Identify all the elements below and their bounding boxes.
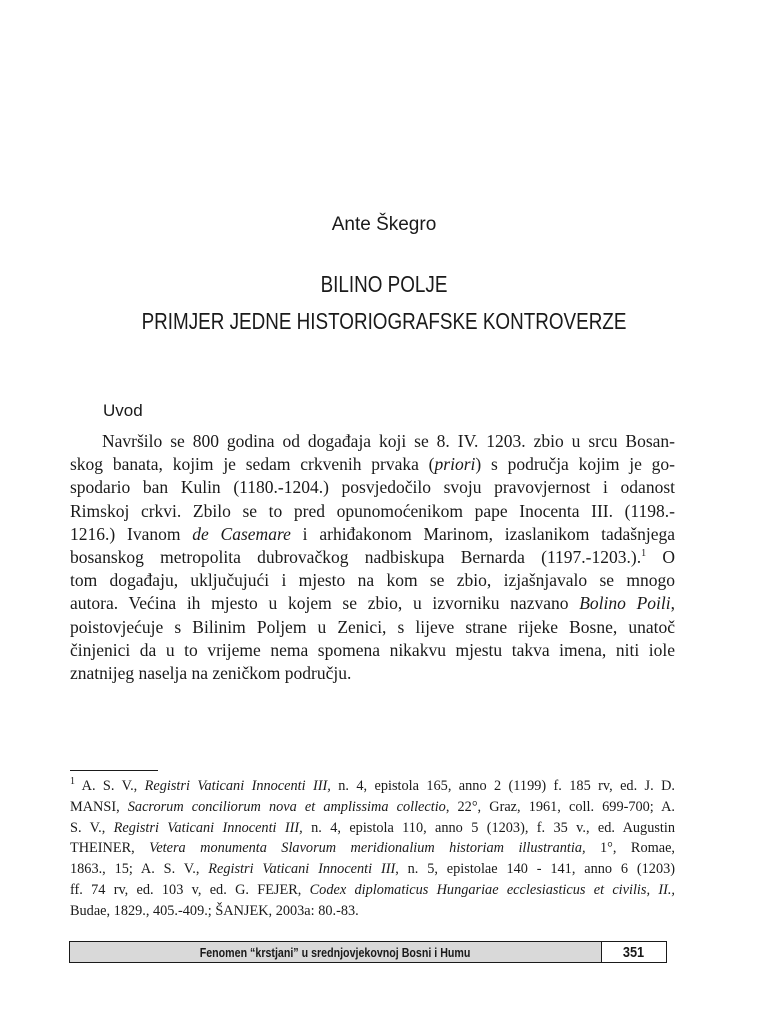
page-footer	[69, 941, 667, 963]
body-line: 1216.) Ivanom de Casemare i arhiđakonom Marinom, izaslanikom tadašnjega	[70, 523, 675, 544]
body-line: autora. Većina ih mjesto u kojem se zbio, u izvorniku nazvano Bolino Poili,	[70, 593, 675, 614]
body-paragraph	[70, 430, 675, 685]
title-line-1: BILINO POLJE	[320, 271, 448, 297]
footnote-separator	[70, 770, 158, 771]
author-name: Ante Škegro	[331, 214, 437, 235]
footnote-line: ff. 74 rv, ed. 103 v, ed. G. FEJER, Codex diplomaticus Hungariae ecclesiasticus et civilis, II.,	[70, 881, 676, 898]
footnote-line: MANSI, Sacrorum conciliorum nova et amplissima collectio, 22°, Graz, 1961, coll. 699-700; A.	[70, 798, 675, 815]
footnote-line: THEINER, Vetera monumenta Slavorum meridionalium historiam illustrantia, 1°, Romae,	[70, 840, 675, 857]
title-line-2: PRIMJER JEDNE HISTORIOGRAFSKE KONTROVERZE	[141, 308, 627, 334]
body-line: poistovjećuje s Bilinim Poljem u Zenici, s lijeve strane rijeke Bosne, unatoč	[70, 616, 675, 637]
footnote-marker: 1	[70, 776, 75, 788]
body-line: skog banata, kojim je sedam crkvenih prvaka (priori) s područja kojim je go-	[70, 454, 676, 475]
body-line: Navršilo se 800 godina od događaja koji se 8. IV. 1203. zbio u srcu Bosan-	[102, 431, 675, 451]
article-title	[0, 266, 768, 340]
body-line: znatnijeg naselja na zeničkom području.	[70, 663, 352, 684]
footer-series-title: Fenomen “krstjani” u srednjovjekovnoj Bosni i Humu	[70, 942, 602, 962]
footnote-line: 1863., 15; A. S. V., Registri Vaticani Innocenti III, n. 5, epistolae 140 - 141, anno 6 (1203)	[70, 861, 675, 878]
body-line: Rimskoj crkvi. Zbilo se to pred opunomoćenikom pape Inocenta III. (1198.-	[70, 500, 675, 521]
footnote-line: S. V., Registri Vaticani Innocenti III, n. 4, epistola 110, anno 5 (1203), f. 35 v., ed. Augustin	[70, 819, 676, 836]
body-line: spodario ban Kulin (1180.-1204.) posvjedočilo svoju pravovjernost i odanost	[70, 477, 675, 498]
section-heading: Uvod	[103, 401, 143, 420]
body-line: tom događaju, uključujući i mjesto na kom se zbio, izjašnjavalo se mnogo	[70, 570, 675, 591]
footnote-line: Budae, 1829., 405.-409.; ŠANJEK, 2003a: 80.-83.	[70, 902, 359, 919]
footnote-line: $^1$ A. S. V., Registri Vaticani Innocenti III, n. 4, epistola 165, anno 2 (1199) f. 185 rv, ed. J. D.	[70, 776, 676, 794]
page-number: 351	[602, 942, 666, 962]
footnote-reference[interactable]: 1	[641, 548, 647, 560]
body-line: činjenici da u to vrijeme nema spomena nikakvu mjestu takva imena, niti iole	[70, 639, 675, 660]
body-line: bosanskog metropolita dubrovačkog nadbiskupa Bernarda (1197.-1203.).$^1$ O	[70, 547, 676, 568]
footnote	[70, 776, 675, 922]
